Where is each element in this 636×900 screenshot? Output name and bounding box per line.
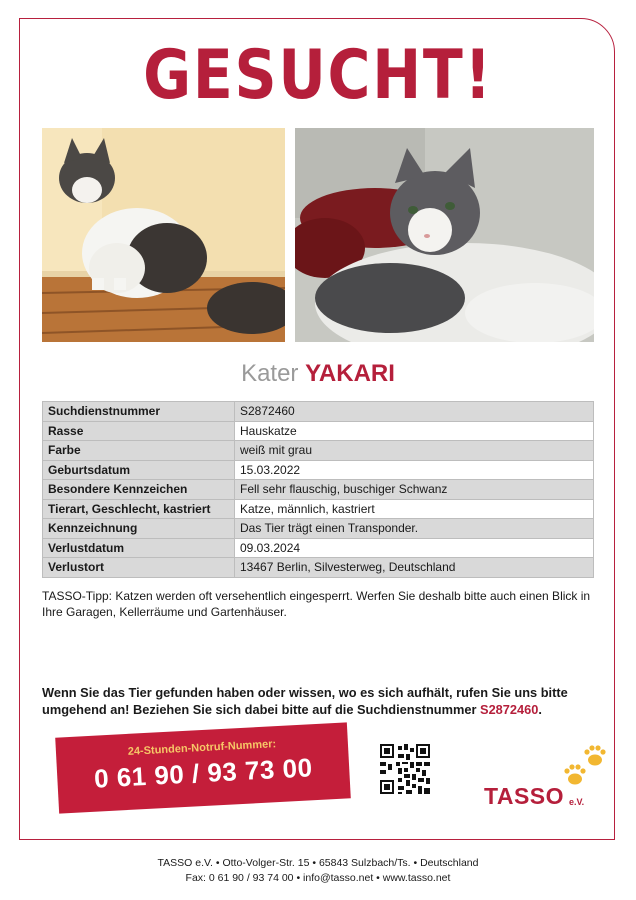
- tasso-tip: TASSO-Tipp: Katzen werden oft versehentlich eingesperrt. Werfen Sie deshalb bitte auch einen Blick in Ihre Garagen, Kellerräume und Gartenhäuser.: [42, 589, 591, 619]
- row-key: Verlustdatum: [43, 538, 235, 558]
- paw-logo-icon: [562, 744, 610, 790]
- pet-prefix: Kater: [241, 360, 299, 387]
- table-row: [43, 441, 594, 461]
- row-key: Besondere Kennzeichen: [43, 480, 235, 500]
- table-row: [43, 538, 594, 558]
- poster-title: GESUCHT!: [143, 36, 493, 115]
- table-row: [43, 460, 594, 480]
- row-value: 09.03.2024: [235, 538, 594, 558]
- footer-address: TASSO e.V. • Otto-Volger-Str. 15 • 65843 Sulzbach/Ts. • Deutschland: [157, 857, 479, 869]
- footer-contact: Fax: 0 61 90 / 93 74 00 • info@tasso.net • www.tasso.net: [185, 872, 451, 884]
- row-value: Katze, männlich, kastriert: [235, 499, 594, 519]
- row-key: Rasse: [43, 421, 235, 441]
- row-value: 13467 Berlin, Silvesterweg, Deutschland: [235, 558, 594, 578]
- row-value: Fell sehr flauschig, buschiger Schwanz: [235, 480, 594, 500]
- qr-code-icon[interactable]: [380, 744, 430, 794]
- hotline-banner: [55, 722, 351, 813]
- row-key: Suchdienstnummer: [43, 402, 235, 422]
- notice-end: .: [538, 702, 542, 717]
- row-key: Geburtsdatum: [43, 460, 235, 480]
- cat-photo-sitting: [42, 128, 285, 342]
- footer: [0, 856, 636, 886]
- row-value: S2872460: [235, 402, 594, 422]
- row-key: Kennzeichnung: [43, 519, 235, 539]
- row-key: Farbe: [43, 441, 235, 461]
- cat-photo-lying: [295, 128, 594, 342]
- table-row: [43, 499, 594, 519]
- row-value: Das Tier trägt einen Transponder.: [235, 519, 594, 539]
- tasso-logo-text: TASSO: [484, 783, 565, 809]
- contact-notice: [42, 684, 602, 718]
- info-table: [42, 401, 594, 578]
- table-row: [43, 480, 594, 500]
- table-row: [43, 519, 594, 539]
- row-value: Hauskatze: [235, 421, 594, 441]
- table-row: [43, 402, 594, 422]
- hotline-phone[interactable]: 0 61 90 / 93 73 00: [93, 752, 314, 794]
- table-row: [43, 558, 594, 578]
- table-row: [43, 421, 594, 441]
- row-value: weiß mit grau: [235, 441, 594, 461]
- row-key: Verlustort: [43, 558, 235, 578]
- notice-number: S2872460: [480, 702, 539, 717]
- hotline-label: 24-Stunden-Notruf-Nummer:: [127, 738, 277, 758]
- pet-name-value: YAKARI: [305, 360, 395, 387]
- row-key: Tierart, Geschlecht, kastriert: [43, 499, 235, 519]
- tasso-logo-suffix: e.V.: [569, 797, 585, 807]
- pet-name: [0, 360, 636, 388]
- notice-text: Wenn Sie das Tier gefunden haben oder wissen, wo es sich aufhält, rufen Sie uns bitte umgehend an! Beziehen Sie sich dabei bitte auf die Suchdienstnummer: [42, 685, 568, 717]
- row-value: 15.03.2022: [235, 460, 594, 480]
